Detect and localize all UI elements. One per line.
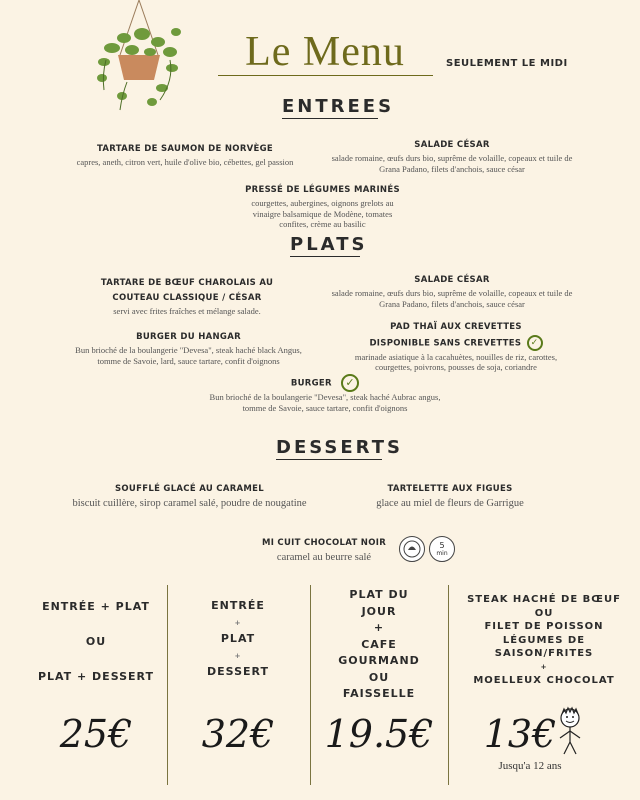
dish-name: BURGER DU HANGAR <box>136 332 241 342</box>
formula-2 <box>172 598 304 681</box>
timer-value: 5 <box>439 541 445 550</box>
formula-4 <box>452 593 636 688</box>
formula-line: ENTRÉE + PLAT <box>42 600 150 613</box>
dish-desc: glace au miel de fleurs de Garrigue <box>376 498 524 509</box>
dish-name: TARTARE DE SAUMON DE NORVÈGE <box>96 144 274 154</box>
formula-line: PLAT DU <box>349 588 409 601</box>
dish-mi-cuit <box>256 536 392 564</box>
plats-heading-label: PLATS <box>290 234 368 255</box>
formula-line: OU <box>85 635 107 648</box>
formula-line: JOUR <box>361 604 397 618</box>
formula-line: MOELLEUX CHOCOLAT <box>473 675 615 686</box>
dish-name: TARTELETTE AUX FIGUES <box>387 484 513 494</box>
formula-line: + <box>234 651 242 660</box>
formula-line: FAISSELLE <box>342 687 416 700</box>
dish-salade-cesar-plat <box>322 273 582 309</box>
column-divider <box>167 585 168 785</box>
dish-name-row <box>205 374 445 392</box>
formula-line: + <box>540 662 548 671</box>
dish-presse-legumes <box>240 183 405 230</box>
hanging-plant-icon <box>92 0 187 118</box>
dish-burger <box>205 374 445 413</box>
formula-line: CAFE <box>361 637 397 651</box>
formula-line: + <box>234 618 242 627</box>
kids-age-note: Jusqu'a 12 ans <box>498 760 562 772</box>
formula-line: LÉGUMES DE <box>502 634 586 646</box>
formula-3 <box>315 587 443 703</box>
page-title: Le Menu <box>245 29 405 75</box>
column-divider <box>448 585 449 785</box>
dish-name: TARTARE DE BŒUF CHAROLAIS AU COUTEAU CLASSIQUE / CÉSAR <box>100 278 274 303</box>
heading-underline <box>290 256 360 257</box>
dish-souffle <box>52 482 327 510</box>
dish-desc: courgettes, aubergines, oignons grelots au vinaigre balsamique de Modène, tomates confites, crème au basilic <box>251 198 394 229</box>
dish-name: PAD THAÏ AUX CREVETTES <box>390 322 522 332</box>
dish-tartare-boeuf <box>82 276 292 317</box>
desserts-heading <box>276 437 403 460</box>
timer-unit: min <box>436 550 448 557</box>
formula-line: DESSERT <box>207 665 269 678</box>
dish-name: SALADE CÉSAR <box>414 140 490 150</box>
dish-name: SALADE CÉSAR <box>414 275 490 285</box>
dish-desc: servi avec frites fraîches et mélange salade. <box>113 306 261 316</box>
timer-badge-icon <box>429 536 455 562</box>
formula-line: STEAK HACHÉ DE BŒUF <box>467 594 621 605</box>
formula-3-price: 19.5€ <box>324 712 434 756</box>
formula-line: GOURMAND <box>338 654 420 667</box>
formula-1-price: 25€ <box>59 712 133 756</box>
homemade-badge-icon <box>399 536 425 562</box>
dish-desc: salade romaine, œufs durs bio, suprême de volaille, copeaux et tuile de Grana Padano, filets d'anchois, sauce césar <box>331 288 573 309</box>
kid-icon <box>553 706 587 758</box>
formula-line: FILET DE POISSON <box>484 621 604 632</box>
title-underline <box>218 75 433 76</box>
check-leaf-icon: ✓ <box>341 374 359 392</box>
plats-heading <box>290 234 368 257</box>
dish-name-variant-label: DISPONIBLE SANS CREVETTES <box>369 338 522 349</box>
dish-name: BURGER <box>290 378 332 389</box>
formula-line: OU <box>368 670 390 684</box>
formula-line: OU <box>534 607 554 619</box>
dish-burger-hangar <box>66 330 311 366</box>
entrees-heading-label: ENTREES <box>282 96 395 117</box>
formula-line: + <box>373 621 385 634</box>
dish-desc: Bun brioché de la boulangerie "Devesa", steak haché black Angus, tomme de Savoie, lard, sauce tartare, confit d'oignons <box>75 345 302 366</box>
formula-line: ENTRÉE <box>211 599 265 612</box>
heading-underline <box>282 118 378 119</box>
heading-underline <box>276 459 382 460</box>
formula-2-price: 32€ <box>201 712 275 756</box>
dish-name: MI CUIT CHOCOLAT NOIR <box>261 538 387 548</box>
dish-desc: Bun brioché de la boulangerie "Devesa", steak haché Aubrac angus, tomme de Savoie, sauce tartare, confit d'oignons <box>209 392 441 413</box>
dish-salade-cesar-entree <box>322 138 582 174</box>
column-divider <box>310 585 311 785</box>
dish-desc: caramel au beurre salé <box>276 552 372 563</box>
dish-tartare-saumon <box>60 142 310 168</box>
dish-tartelette <box>355 482 545 510</box>
dish-name-variant <box>336 335 576 352</box>
lunch-only-note: SEULEMENT LE MIDI <box>446 58 568 69</box>
dish-desc: biscuit cuillère, sirop caramel salé, poudre de nougatine <box>72 498 307 509</box>
check-leaf-icon: ✓ <box>527 335 543 351</box>
formula-4-price: 13€ <box>483 712 557 756</box>
dish-pad-thai <box>336 320 576 373</box>
formula-1 <box>30 598 162 685</box>
formula-line: SAISON/FRITES <box>494 648 594 659</box>
dish-desc: salade romaine, œufs durs bio, suprême de volaille, copeaux et tuile de Grana Padano, filets d'anchois, sauce césar <box>331 153 573 174</box>
dish-name: SOUFFLÉ GLACÉ AU CARAMEL <box>114 484 265 494</box>
entrees-heading <box>282 96 395 119</box>
dish-desc: marinade asiatique à la cacahuètes, nouilles de riz, carottes, courgettes, poivrons, pousses de soja, coriandre <box>354 351 558 372</box>
formula-line: PLAT <box>220 632 256 645</box>
dish-name: PRESSÉ DE LÉGUMES MARINÉS <box>245 185 400 195</box>
desserts-heading-label: DESSERTS <box>276 437 403 458</box>
formula-line: PLAT + DESSERT <box>37 670 155 683</box>
dish-desc: capres, aneth, citron vert, huile d'olive bio, cébettes, gel passion <box>76 157 294 167</box>
